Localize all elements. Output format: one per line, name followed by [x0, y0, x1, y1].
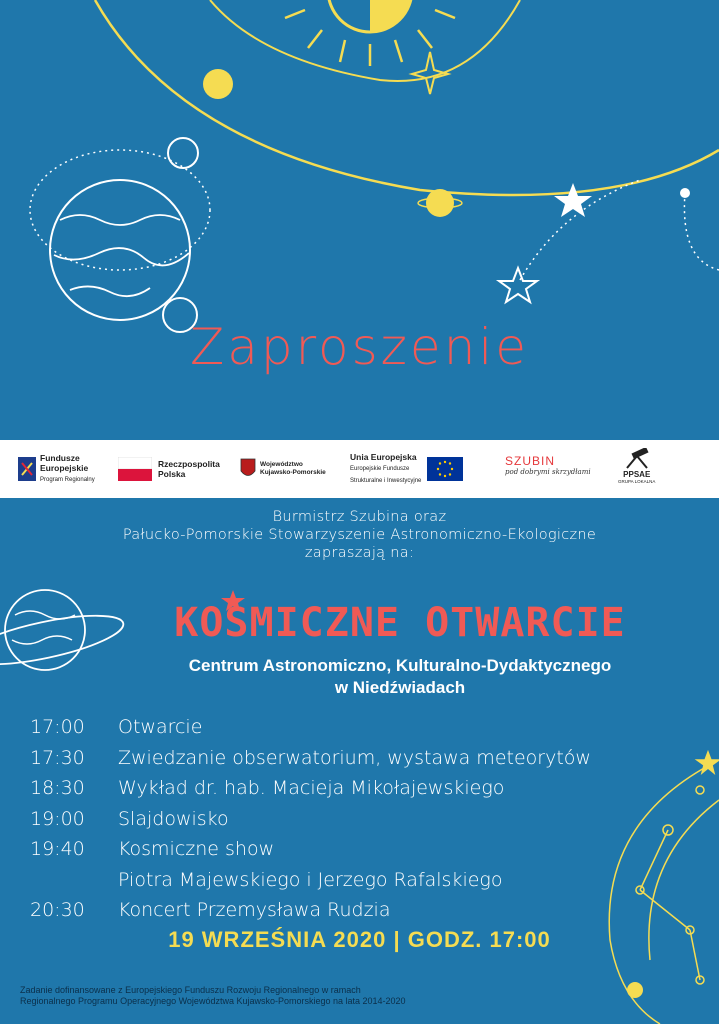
logo-text: Rzeczpospolita: [158, 459, 220, 469]
schedule-time: 18:30: [30, 777, 85, 799]
telescope-icon: [622, 448, 652, 470]
logo-text: Strukturalne i Inwestycyjne: [350, 478, 422, 484]
intro-line: zapraszają na:: [304, 545, 415, 561]
logo-text: Województwo: [260, 461, 303, 468]
logo-text: GRUPA LOKALNA: [618, 479, 656, 484]
subheadline-line: w Niedźwiadach: [334, 678, 466, 697]
coat-of-arms-icon: [240, 458, 256, 480]
schedule-row: [30, 743, 591, 774]
footer-line: Regionalnego Programu Operacyjnego Województwa Kujawsko-Pomorskiego na lata 2014-2020: [20, 996, 406, 1006]
intro-line: Pałucko-Pomorskie Stowarzyszenie Astronomiczno-Ekologiczne: [122, 527, 597, 543]
schedule-event: Otwarcie: [118, 716, 203, 738]
funding-footer: [20, 985, 406, 1007]
footer-line: Zadanie dofinansowane z Europejskiego Funduszu Rozwoju Regionalnego w ramach: [20, 985, 361, 995]
schedule-row: [30, 834, 591, 865]
sponsor-logo-strip: [0, 440, 719, 498]
szubin-logo: [505, 448, 591, 490]
eu-funds-icon: [18, 455, 36, 483]
ppsae-logo: [618, 448, 655, 490]
logo-text: Fundusze: [40, 453, 80, 463]
event-headline: KOSMICZNE OTWARCIE: [174, 600, 626, 646]
logo-text: Polska: [158, 469, 186, 479]
logo-text: Unia Europejska: [350, 452, 417, 462]
logo-text: PPSAE: [623, 470, 651, 479]
logo-text: Kujawsko-Pomorskie: [260, 469, 326, 476]
schedule-time: 20:30: [30, 899, 85, 921]
schedule-event: Kosmiczne show: [118, 838, 275, 860]
invitation-intro: [0, 508, 719, 562]
eu-funds-logo: [18, 448, 95, 490]
logo-text: Program Regionalny: [40, 477, 95, 483]
intro-line: Burmistrz Szubina oraz: [272, 509, 447, 525]
logo-text: SZUBIN: [505, 454, 556, 468]
orbit-ring: [95, 0, 719, 195]
shooting-star-trail: [684, 193, 719, 270]
schedule-time: 17:00: [30, 716, 85, 738]
page-title: Zaproszenie: [189, 318, 530, 376]
orbit-ring-inner: [210, 0, 520, 81]
constellation-globe: [609, 752, 719, 1024]
schedule-row: [30, 865, 591, 896]
kp-logo: [240, 448, 326, 490]
sparkle-icon: [412, 52, 448, 94]
schedule-row: [30, 895, 591, 926]
schedule-event: Slajdowisko: [118, 807, 229, 830]
schedule-event: Zwiedzanie obserwatorium, wystawa meteorytów: [118, 746, 591, 769]
planet-icon: [50, 180, 190, 320]
yellow-planet: [203, 69, 233, 99]
schedule-row: [30, 712, 591, 743]
schedule-row: [30, 773, 591, 804]
schedule-time: 19:40: [30, 838, 85, 860]
schedule-event: Koncert Przemysława Rudzia: [118, 899, 391, 921]
logo-text: Europejskie: [40, 463, 89, 473]
yellow-planet: [426, 189, 454, 217]
schedule-time: [30, 865, 118, 896]
eu-flag-icon: [427, 457, 463, 481]
schedule-event: Piotra Majewskiego i Jerzego Rafalskiego: [118, 868, 503, 891]
event-date: 19 WRZEŚNIA 2020 | GODZ. 17:00: [168, 927, 551, 952]
rp-logo: [118, 448, 220, 490]
polish-flag-icon: [118, 457, 152, 481]
eu-logo: [350, 448, 463, 490]
schedule-time: 19:00: [30, 807, 85, 830]
event-subheadline: [60, 655, 719, 699]
schedule-row: [30, 804, 591, 835]
star-icon: [554, 183, 592, 217]
logo-text: Europejskie Fundusze: [350, 466, 410, 472]
subheadline-line: Centrum Astronomiczno, Kulturalno-Dydaktycznego: [188, 656, 612, 675]
logo-text: pod dobrymi skrzydłami: [505, 468, 591, 476]
schedule-event: Wykład dr. hab. Macieja Mikołajewskiego: [118, 777, 505, 799]
event-schedule: [30, 712, 591, 926]
star-outline-icon: [499, 268, 537, 302]
schedule-time: 17:30: [30, 746, 85, 769]
